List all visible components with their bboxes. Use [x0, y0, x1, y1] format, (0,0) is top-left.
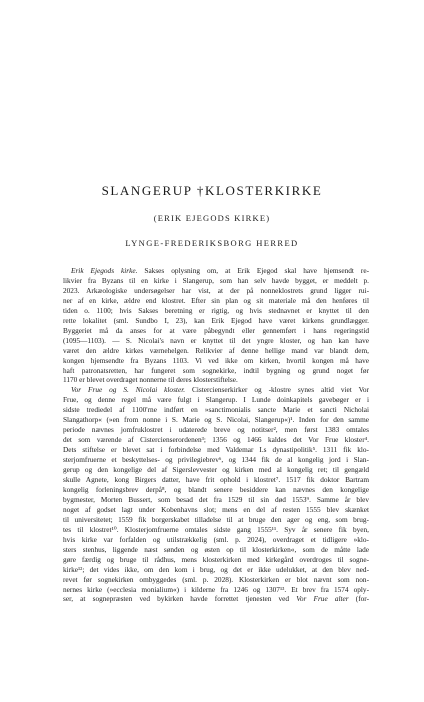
text-line: kirke¹²; det vides ikke, om den kom i brug, og det er ikke udelukket, at den blev ned- — [63, 564, 369, 574]
text-line: kongelig forleningsbrev derpå⁸, og blandt senere besiddere kan nævnes den kongelige — [63, 484, 369, 494]
text-line: 1170 er blevet overdraget nonnerne til deres klosterstiftelse. — [63, 375, 238, 385]
text-line: likvier fra Byzans til en kirke i Slangerup, som han selv havde bygget, er meddelt p. — [63, 275, 369, 285]
text-line: Dets stiftelse er blevet sat i forbindelse med Valdemar I.s dynastipolitik⁵. 1311 fik klo- — [63, 445, 369, 455]
italic-term: Vor Frue alter — [296, 594, 349, 604]
text-line: skulle Agnete, kong Birgers datter, have frit ophold i klostret⁷. 1517 fik doktor Bartram — [63, 475, 369, 485]
text-line: Frue, og denne regel må være fulgt i Slangerup. I Lunde doinkapitels gavebøger er i — [63, 395, 369, 405]
text-line: ser, at sognepræsten ved bykirken havde forrettet tjenesten ved Vor Frue alter (for- — [63, 594, 369, 604]
text-line: periode nævnes jomfruklostret i udaterede breve og notitser², men først 1383 omtales — [63, 425, 369, 435]
text-line: hvis kirke var forfalden og utilstrækkelig (sml. p. 2024), overdraget et tidligere »klo- — [63, 534, 369, 544]
text-line: Vor Frue og S. Nicolai kloster. Cistercienserkirker og -klostre synes altid viet Vor — [71, 385, 369, 395]
text-line: (1095—1103). — S. Nicolai's navn er knyttet til det yngre kloster, og han kan have — [63, 335, 369, 345]
text-line: ner af en kirke, ældre end klostret. Efter sin plan og sit materiale må den henføres til — [63, 295, 369, 305]
text-line: gøre færdig og bruge til rådhus, mens klosterkirken med kirkegård overdroges til sogne- — [63, 554, 369, 564]
body-text — [63, 266, 369, 604]
district-heading: LYNGE-FREDERIKSBORG HERRED — [125, 238, 299, 248]
page-title: SLANGERUP †KLOSTERKIRKE — [101, 183, 323, 198]
text-line: noget af godset lagt under Kobenhavns slot; mens en del af resten 1555 blev skænket — [63, 504, 369, 514]
text-line: sidste trediedel af 1100'rne indført en »sanctimonialis sancte Marie et sancti Nicholai — [63, 405, 369, 415]
text-line: haft patronatsretten, har fungeret som sognekirke, indtil bygning og grund noget før — [63, 365, 369, 375]
paragraph-lead: Erik Ejegods kirke. — [71, 266, 138, 275]
text-line: været den ældre kirkes værnehelgen. Relikvier af denne hellige mand var blandt dem, — [63, 345, 369, 355]
text-line: kongen hjemsendte fra Byzans 1103. Vi ved ikke om kirken, hvortil kongen må have — [63, 355, 369, 365]
text-line: sters stenhus, liggende næst sønden og østen op til klosterkirken«, som de måtte lade — [63, 544, 369, 554]
text-line: 2023. Arkæologiske undersøgelser har vist, at der på nonneklostrets grund ligger rui- — [63, 285, 369, 295]
text-line: Slangathorp« (»en from nonne i S. Marie og S. Nicolai, Slangerup«)¹. Inden for den samme — [63, 415, 369, 425]
text-line: gerup og den kongelige del af Sigerslevvester og kirken med al kongelig ret; til gengæld — [63, 465, 369, 475]
text-line: det som værende af Cistercienserordenen³; 1356 og 1466 kaldes det Vor Frue kloster⁴. — [63, 435, 369, 445]
page-subtitle: (ERIK EJEGODS KIRKE) — [153, 213, 271, 223]
text-line: Erik Ejegods kirke. Sakses oplysning om, at Erik Ejegod skal have hjemsendt re- — [71, 266, 369, 275]
text-line: tes til klostret¹⁰. Klosterjomfruerne omtales sidste gang 1555¹¹. Syv år senere fik byen, — [63, 524, 369, 534]
text-line: bygmester, Morten Bussert, som besad det fra 1529 til sin død 1553⁹. Samme år blev — [63, 494, 369, 504]
text-line: sterjomfruerne et beskyttelses- og privilegiebrev⁶, og 1344 fik de al kongelig jord i Slan- — [63, 455, 369, 465]
text-line: rette lokalitet (sml. Sundbo I, 23), kan Erik Ejegod have været kirkens grundlægger. — [63, 315, 369, 325]
text-line: nernes kirke (»ecclesia monialium«) i kilderne fra 1246 og 1307¹³. Et brev fra 1574 oply- — [63, 584, 369, 594]
text-line: Byggeriet må da anses for at være påbegyndt eller gennemført i hans regeringstid — [63, 325, 369, 335]
text-line: revet før sognekirken ombyggedes (sml. p. 2028). Klosterkirken er blot nævnt som non- — [63, 574, 369, 584]
text-line: til universitetet; 1559 fik borgerskabet tilladelse til at bruge den ager og eng, som brug- — [63, 514, 369, 524]
text-line: tiden o. 1100; hvis Sakses beretning er rigtig, og hvis stednavnet er knyttet til den — [63, 305, 369, 315]
paragraph-lead: Vor Frue og S. Nicolai kloster. — [71, 385, 186, 395]
